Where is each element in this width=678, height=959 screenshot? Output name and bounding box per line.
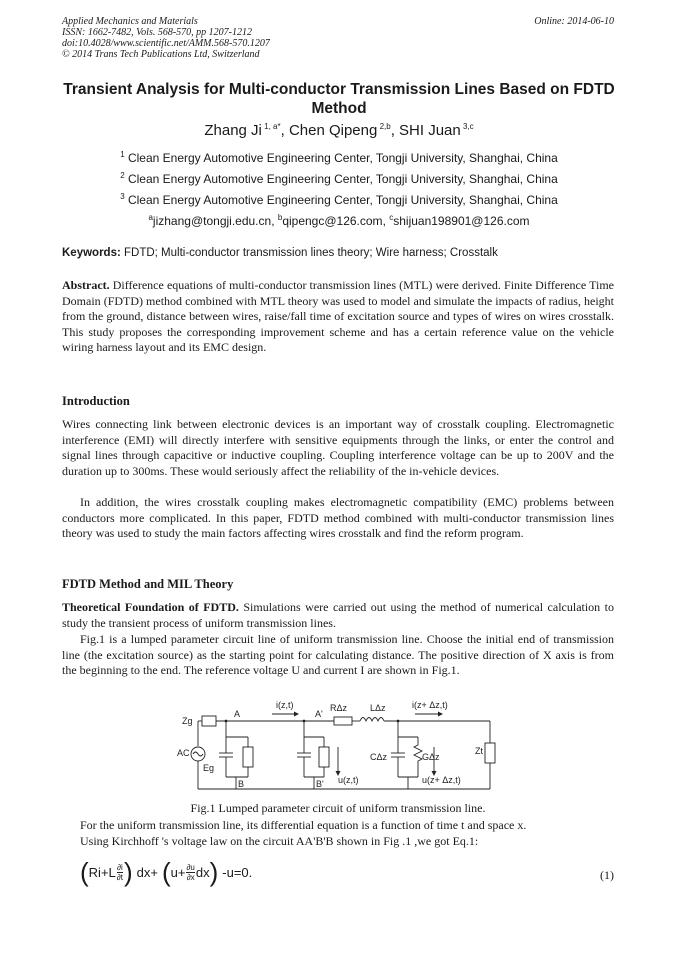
keywords-text: FDTD; Multi-conductor transmission lines theory; Wire harness; Crosstalk xyxy=(120,247,498,259)
keywords xyxy=(62,247,498,259)
fraction: $\frac{\partial u}{\partial x}$ xyxy=(186,862,195,882)
label-i-zdz: i(z+ Δz,t) xyxy=(412,700,448,710)
keywords-label: Keywords: xyxy=(62,247,121,259)
email-link[interactable]: qipengc@126.com xyxy=(282,214,383,228)
journal-header xyxy=(62,16,270,60)
paper-title: Transient Analysis for Multi-conductor Transmission Lines Based on FDTD Method xyxy=(63,81,615,117)
zt-impedance xyxy=(485,743,495,763)
affiliation: $^2$ Clean Energy Automotive Engineering Center, Tongji University, Shanghai, China xyxy=(120,171,558,186)
label-eg: Eg xyxy=(203,763,215,773)
label-zg: Zg xyxy=(182,716,193,726)
author-name: Zhang Ji xyxy=(204,122,262,139)
conductance-resistor xyxy=(319,747,329,767)
label-u-zt: u(z,t) xyxy=(338,775,359,785)
paragraph: Theoretical Foundation of FDTD. Simulations were carried out using the method of numerical calculation to study the transient process of uniform transmission lines. xyxy=(62,600,614,630)
circuit-diagram xyxy=(172,697,508,795)
label-a: A xyxy=(234,709,241,719)
label-i-zt: i(z,t) xyxy=(276,700,294,710)
current-arrow-icon xyxy=(438,712,443,717)
email-line: $^a$jizhang@tongji.edu.cn, $^b$qipengc@126.com, $^c$shijuan198901@126.com xyxy=(148,213,530,228)
issn-line: ISSN: 1662-7482, Vols. 568-570, pp 1207-1212 xyxy=(62,27,252,38)
author-sup: 3,c xyxy=(460,122,474,131)
abstract-text: Difference equations of multi-conductor transmission lines (MTL) were derived. Finite Difference Time Domain (FDTD) method combined with MTL theory was used to model and simulate the impacts of radius, height from the ground, distance between wires, raise/fall time of excitation source and types of wires on wires crosstalk. This study proposes the corresponding improvement scheme and has a certain reference value on the vehicle wiring harness layout and its EMC design. xyxy=(62,278,614,355)
equation-1: ( Ri+L $\frac{\partial i}{\partial t}$ ) dx+ ( u+ $\frac{\partial u}{\partial x}$ dx ) -u=0. xyxy=(80,857,253,887)
label-c-dz: CΔz xyxy=(370,752,388,762)
author-list: Zhang Ji $^{1, a*}$, Chen Qipeng $^{2,b}$, SHI Juan $^{3,c}$ xyxy=(204,122,474,139)
author-sup: 1, a* xyxy=(261,122,281,131)
abstract-label: Abstract. xyxy=(62,278,110,292)
label-b-prime: B' xyxy=(316,779,324,789)
affiliation: $^3$ Clean Energy Automotive Engineering Center, Tongji University, Shanghai, China xyxy=(120,192,558,207)
doi-line: doi:10.4028/www.scientific.net/AMM.568-570.1207 xyxy=(62,38,270,49)
paragraph-line: For the uniform transmission line, its differential equation is a function of time t and space x. xyxy=(80,818,527,832)
conductance-resistor xyxy=(243,747,253,767)
affiliation: $^1$ Clean Energy Automotive Engineering Center, Tongji University, Shanghai, China xyxy=(120,150,558,165)
figure-caption: Fig.1 Lumped parameter circuit of uniform transmission line. xyxy=(190,801,486,815)
paragraph: Fig.1 is a lumped parameter circuit line of uniform transmission line. Choose the initial end of transmission line (the excitation source) as the starting point for calculating distance. The positive direction of X axis is from the beginning to the end. The reference voltage U and current I are shown in Fig.1. xyxy=(62,632,614,678)
paragraph-line: Using Kirchhoff 's voltage law on the circuit AA'B'B shown in Fig .1 ,we got Eq.1: xyxy=(80,834,479,848)
subsection-label: Theoretical Foundation of FDTD. xyxy=(62,600,239,614)
author-name: Chen Qipeng xyxy=(288,122,378,139)
author-sup: 2,b xyxy=(377,122,391,131)
label-r-dz: RΔz xyxy=(330,703,348,713)
label-l-dz: LΔz xyxy=(370,703,386,713)
label-zt: Zt xyxy=(475,746,483,756)
sine-icon xyxy=(193,752,203,756)
conductance-zigzag xyxy=(414,737,422,777)
series-inductor xyxy=(360,718,384,722)
label-b: B xyxy=(238,779,245,789)
zg-impedance xyxy=(202,716,216,726)
online-date: Online: 2014-06-10 xyxy=(534,16,614,27)
email-link[interactable]: shijuan198901@126.com xyxy=(393,214,530,228)
author-name: SHI Juan xyxy=(399,122,461,139)
journal-name: Applied Mechanics and Materials xyxy=(62,16,198,27)
email-link[interactable]: jizhang@tongji.edu.cn xyxy=(152,214,272,228)
label-g-dz: GΔz xyxy=(422,752,440,762)
series-resistor xyxy=(334,717,352,725)
label-u-zdz: u(z+ Δz,t) xyxy=(422,775,461,785)
equation-number: (1) xyxy=(600,868,614,882)
label-a-prime: A' xyxy=(315,709,323,719)
abstract xyxy=(62,278,614,356)
label-ac: AC xyxy=(177,748,190,758)
current-arrow-icon xyxy=(294,712,299,717)
section-heading: FDTD Method and MIL Theory xyxy=(62,577,234,591)
copyright-line: © 2014 Trans Tech Publications Ltd, Switzerland xyxy=(62,49,260,60)
paragraph: Wires connecting link between electronic devices is an important way of crosstalk coupling. Electromagnetic interference (EMI) will directly interfere with sensitive equipments through the links, or enter the control and signal lines through capacitive or inductive coupling. Coupling interference voltage can be up to 200V and the duration up to 300ms. These would seriously affect the reliability of the in-vehicle devices. xyxy=(62,417,614,478)
fraction: $\frac{\partial i}{\partial t}$ xyxy=(116,862,123,882)
section-heading: Introduction xyxy=(62,394,130,408)
paragraph: In addition, the wires crosstalk coupling makes electromagnetic compatibility (EMC) problems between conductors more complicated. In this paper, FDTD method combined with multi-conductor transmission lines theory was used to study the main factors affecting wires crosstalk and find the reform program. xyxy=(62,495,614,541)
